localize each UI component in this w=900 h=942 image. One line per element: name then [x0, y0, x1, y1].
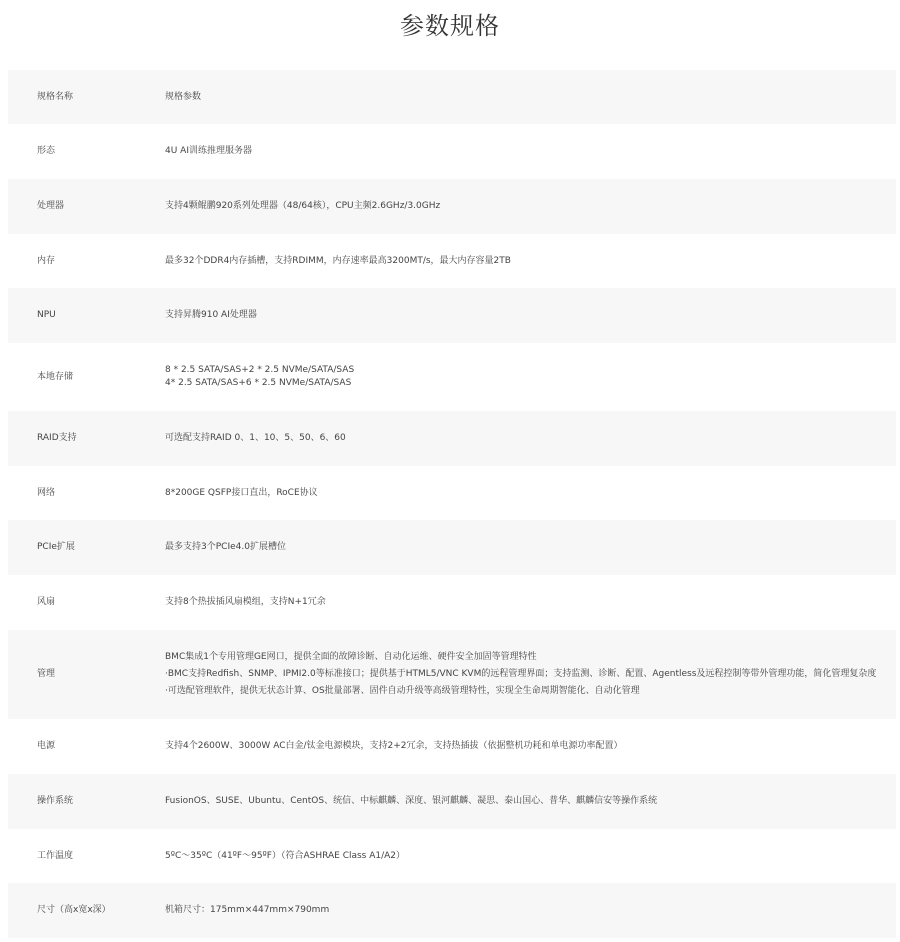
table-row — [8, 466, 896, 520]
page-title: 参数规格 — [400, 12, 500, 40]
row-name: 工作温度 — [37, 850, 74, 861]
table-row — [8, 520, 896, 575]
row-value — [165, 485, 896, 502]
row-name: 内存 — [37, 255, 56, 266]
row-name: 尺寸（高x宽x深） — [37, 905, 111, 915]
header-value-cell: 规格参数 — [165, 91, 202, 102]
row-value — [165, 539, 896, 556]
row-value — [165, 848, 896, 865]
row-value-line: 可选配支持RAID 0、1、10、5、50、6、60 — [165, 433, 346, 443]
table-row — [8, 630, 896, 719]
header-name-cell: 规格名称 — [37, 91, 74, 102]
row-name: RAID支持 — [37, 433, 77, 443]
row-value-line: 5ºC～35ºC（41ºF～95ºF）（符合ASHRAE Class A1/A2） — [165, 850, 406, 861]
table-row — [8, 411, 896, 466]
row-value — [165, 902, 896, 919]
table-row — [8, 179, 896, 234]
row-value-line: 支持4个2600W、3000W AC白金/钛金电源模块，支持2+2冗余，支持热插拔（依据整机功耗和单电源功率配置） — [165, 741, 623, 751]
table-row — [8, 575, 896, 630]
row-value-line: 最多32个DDR4内存插槽，支持RDIMM，内存速率最高3200MT/s，最大内存容量2TB — [165, 255, 511, 266]
table-row — [8, 124, 896, 179]
row-value-line: BMC集成1个专用管理GE网口，提供全面的故障诊断、自动化运维、硬件安全加固等管理特性 — [165, 652, 537, 662]
row-value-line: 4* 2.5 SATA/SAS+6 * 2.5 NVMe/SATA/SAS — [165, 378, 352, 388]
row-value — [165, 143, 896, 160]
table-row — [8, 719, 896, 774]
row-name: 操作系统 — [37, 796, 74, 806]
row-value-line: 最多支持3个PCIe4.0扩展槽位 — [165, 542, 286, 552]
row-value-line: 机箱尺寸：175mm×447mm×790mm — [165, 905, 330, 915]
row-value — [165, 198, 896, 215]
table-row — [8, 343, 896, 411]
row-name: 风扇 — [37, 597, 56, 607]
row-value-line: ·可选配管理软件，提供无状态计算、OS批量部署、固件自动升级等高级管理特性，实现全生命周期智能化、自动化管理 — [165, 686, 640, 696]
row-value-line: 8 * 2.5 SATA/SAS+2 * 2.5 NVMe/SATA/SAS — [165, 365, 355, 375]
row-value-line: ·BMC支持Redfish、SNMP、IPMI2.0等标准接口；提供基于HTML5/VNC KVM的远程管理界面；支持监测、诊断、配置、Agentless及远程控制等带外管理功能，简化管理复杂度 — [165, 669, 877, 679]
row-value-line: 支持4颗鲲鹏920系列处理器（48/64核），CPU主频2.6GHz/3.0GHz — [165, 201, 441, 211]
table-row — [8, 234, 896, 288]
table-row — [8, 288, 896, 343]
row-value — [165, 594, 896, 611]
row-name: 电源 — [37, 741, 56, 751]
row-value — [165, 793, 896, 810]
table-row — [8, 774, 896, 829]
row-name: PCIe扩展 — [37, 542, 75, 552]
row-name: NPU — [37, 310, 56, 320]
row-name: 形态 — [37, 146, 56, 156]
spec-table — [8, 70, 896, 938]
row-name: 管理 — [37, 669, 56, 679]
row-name: 网络 — [37, 487, 56, 498]
row-value — [165, 738, 896, 755]
table-row — [8, 829, 896, 883]
row-value-line: FusionOS、SUSE、Ubuntu、CentOS、统信、中标麒麟、深度、银河麒麟、凝思、泰山国心、普华、麒麟信安等操作系统 — [165, 796, 658, 806]
row-name: 处理器 — [37, 201, 65, 211]
table-header-row — [8, 70, 896, 124]
row-value-line: 支持8个热拔插风扇模组，支持N+1冗余 — [165, 597, 326, 607]
table-row — [8, 883, 896, 938]
row-value — [165, 430, 896, 447]
row-value — [165, 364, 896, 390]
row-value-line: 8*200GE QSFP接口直出，RoCE协议 — [165, 487, 318, 498]
row-value-line: 4U AI训练推理服务器 — [165, 146, 252, 156]
row-value-line: 支持昇腾910 AI处理器 — [165, 310, 257, 320]
row-value — [165, 253, 896, 270]
row-value — [165, 649, 896, 700]
row-name: 本地存储 — [37, 371, 74, 382]
row-value — [165, 307, 896, 324]
